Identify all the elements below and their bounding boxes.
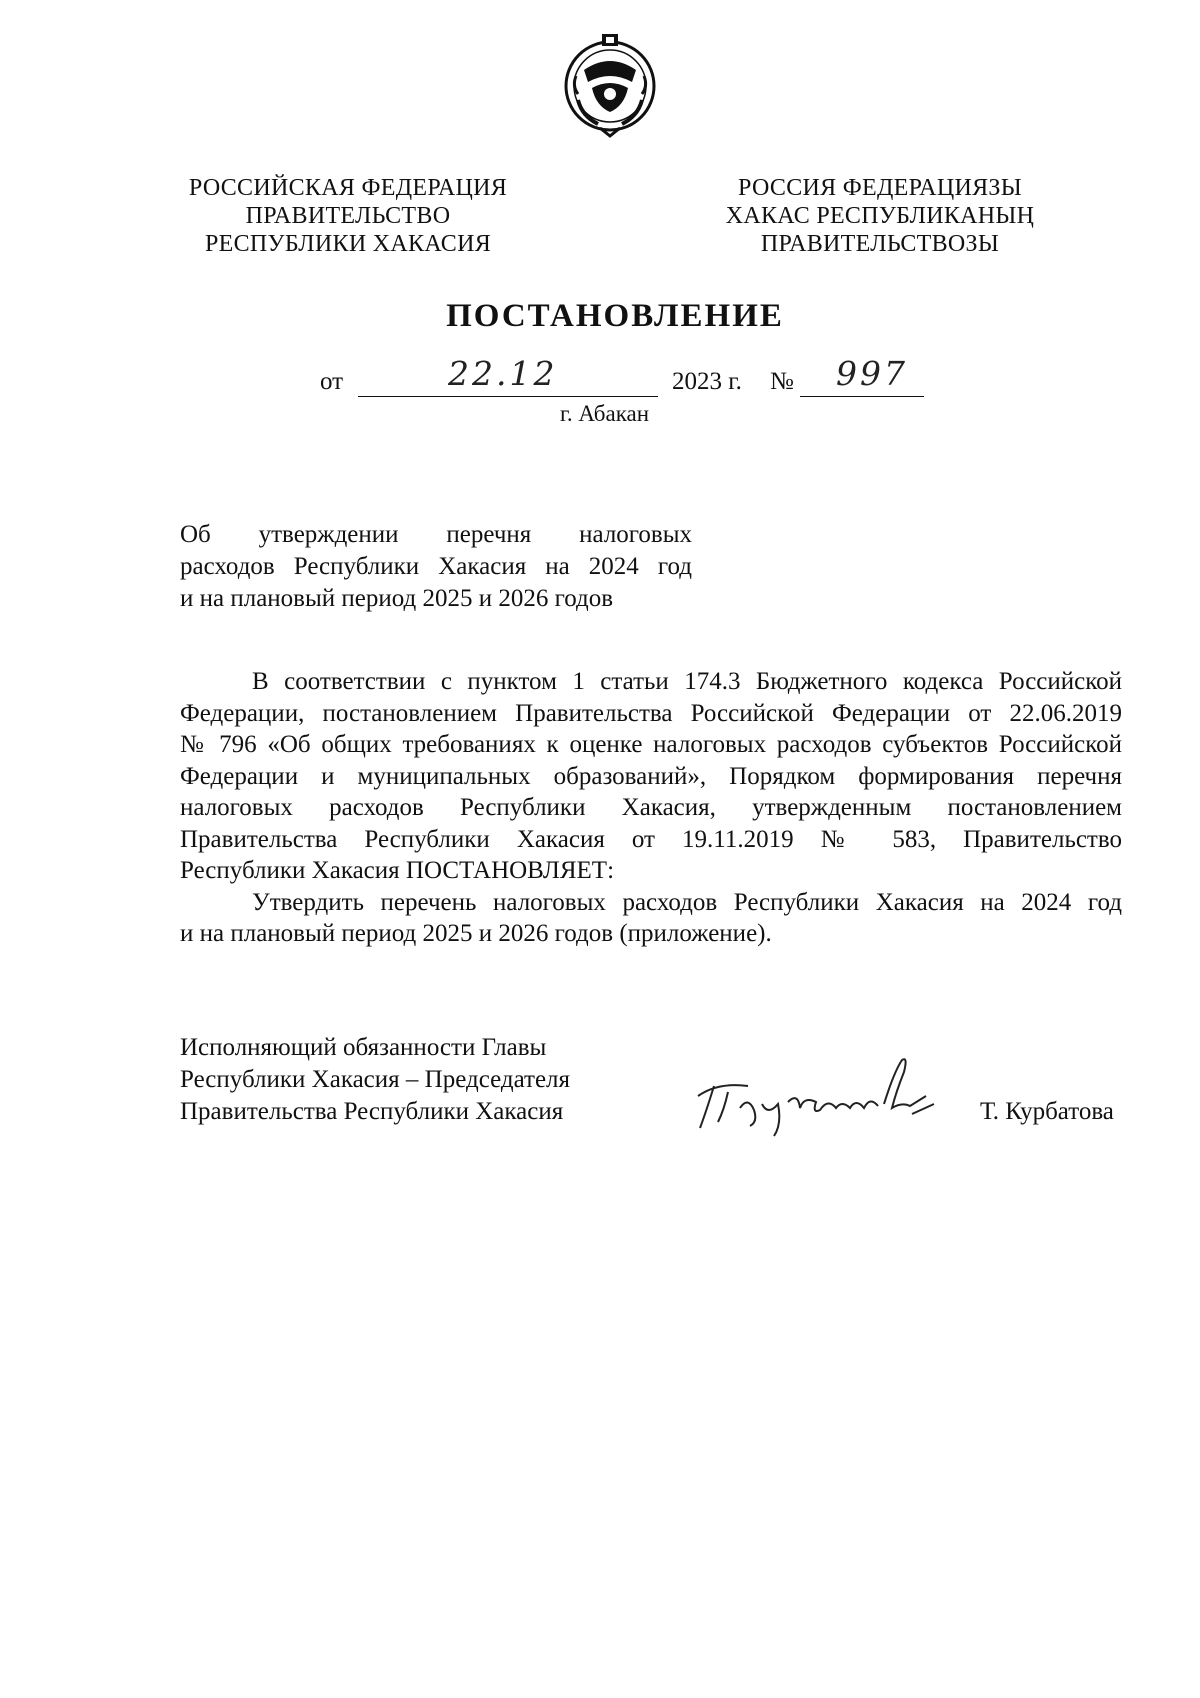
document-subject <box>180 519 692 615</box>
document-type: ПОСТАНОВЛЕНИЕ <box>446 298 784 334</box>
position-line: Республики Хакасия – Председателя <box>180 1066 571 1093</box>
subject-line-2: расходов Республики Хакасия на 2024 год <box>180 553 692 580</box>
subject-line-1 <box>180 519 692 551</box>
handwritten-signature-icon <box>688 1052 960 1140</box>
header-left-line: РЕСПУБЛИКИ ХАКАСИЯ <box>204 231 492 257</box>
signatory-name: Т. Курбатова <box>980 1098 1114 1125</box>
header-right <box>708 174 1052 258</box>
body-line: Федерации и муниципальных образований», Порядком формирования перечня <box>180 762 1122 790</box>
body-line: Республики Хакасия ПОСТАНОВЛЯЕТ: <box>180 857 615 884</box>
document-body <box>180 666 1122 950</box>
body-line: Правительства Республики Хакасия от 19.11.2019 № 583, Правительство <box>180 825 1122 853</box>
number-sign: № <box>770 368 794 395</box>
subject-word: перечня <box>446 521 532 548</box>
header-right-line: ХАКАС РЕСПУБЛИКАНЫҢ <box>725 203 1035 229</box>
khakassia-coat-of-arms-icon <box>562 30 658 138</box>
body-line: В соответствии с пунктом 1 статьи 174.3 Бюджетного кодекса Российской <box>252 668 1122 695</box>
signatory-position <box>180 1032 570 1128</box>
position-line: Исполняющий обязанности Главы <box>180 1034 547 1061</box>
body-line: Федерации, постановлением Правительства Российской Федерации от 22.06.2019 <box>180 699 1122 727</box>
header-left <box>176 174 520 258</box>
city: г. Абакан <box>560 401 650 426</box>
handwritten-number: 997 <box>836 354 908 393</box>
body-line: Утвердить перечень налоговых расходов Республики Хакасия на 2024 год <box>252 888 1122 916</box>
body-line: налоговых расходов Республики Хакасия, утвержденным постановлением <box>180 794 1122 821</box>
body-line: и на плановый период 2025 и 2026 годов (приложение). <box>180 920 772 947</box>
subject-word: утверждении <box>258 521 399 548</box>
body-line: № 796 «Об общих требованиях к оценке налоговых расходов субъектов Российской <box>180 731 1122 758</box>
handwritten-date: 22.12 <box>448 354 558 393</box>
year-text: 2023 г. <box>672 368 742 395</box>
header-left-line: ПРАВИТЕЛЬСТВО <box>245 203 451 229</box>
subject-line-3: и на плановый период 2025 и 2026 годов <box>180 585 614 612</box>
header-right-line: ПРАВИТЕЛЬСТВОЗЫ <box>760 231 1000 257</box>
position-line: Правительства Республики Хакасия <box>180 1098 564 1125</box>
header-left-line: РОССИЙСКАЯ ФЕДЕРАЦИЯ <box>188 175 508 201</box>
subject-word: Об <box>180 521 211 548</box>
header-right-line: РОССИЯ ФЕДЕРАЦИЯЗЫ <box>738 175 1022 201</box>
subject-word: налоговых <box>579 521 693 548</box>
date-prefix: от <box>320 368 344 395</box>
